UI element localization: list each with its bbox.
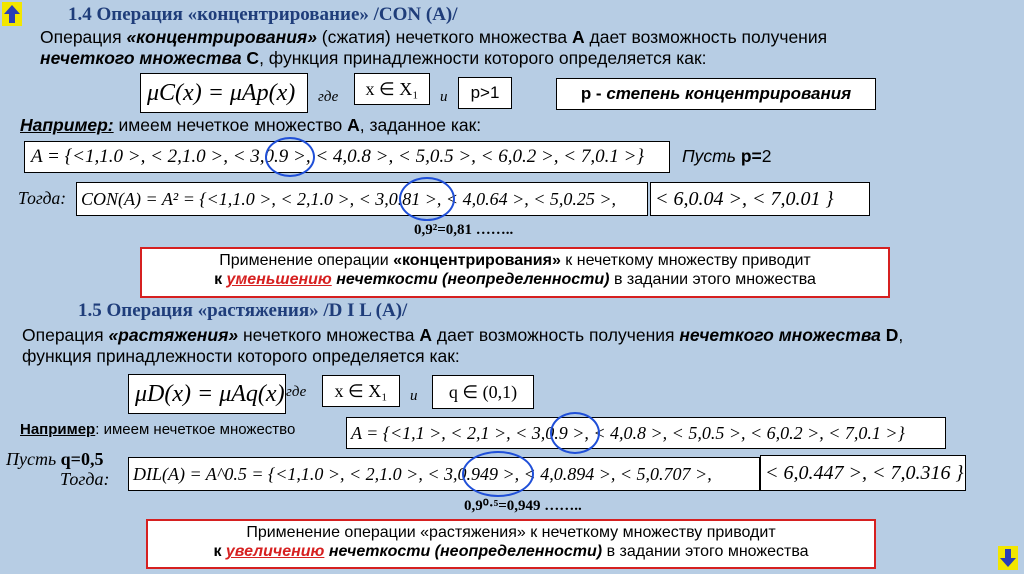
prev-slide-button[interactable] [2,2,22,26]
then-label: Тогда: [18,188,67,208]
section-title-dil: 1.5 Операция «растяжения» /D I L (A)/ [78,300,408,321]
arrow-down-icon [998,546,1018,570]
dil-conclusion-box: Применение операции «растяжения» к нечеткому множеству приводит к увеличению нечеткости (неопределенности) в задании этого множества [146,519,876,569]
and-label: и [410,388,418,404]
con-result-tail: < 6,0.04 >, < 7,0.01 } [650,182,870,216]
con-calculation: 0,9²=0,81 …….. [414,222,514,238]
dil-result-formula: DIL(A) = A^0.5 = {<1,1.0 >, < 2,1.0 >, < 3,0.949 >, < 4,0.894 >, < 5,0.707 >, [128,457,760,491]
p-definition-box: p - степень концентрирования [556,78,876,110]
con-result-formula: CON(A) = A² = {<1,1.0 >, < 2,1.0 >, < 3,0.81 >, < 4,0.64 >, < 5,0.25 >, [76,182,648,216]
con-example-intro: Например: имеем нечеткое множество A, заданное как: [20,115,482,135]
let-p-label: Пусть p=2 [682,146,772,166]
let-q-label: Пусть q=0,5 [6,449,104,469]
section-title-con: 1.4 Операция «концентрирование» /CON (A)/ [68,4,458,25]
highlight-circle [399,177,455,221]
next-slide-button[interactable] [998,546,1018,570]
set-a-formula-2: A = {<1,1 >, < 2,1 >, < 3,0.9 >, < 4,0.8 >, < 5,0.5 >, < 6,0.2 >, < 7,0.1 >} [346,417,946,449]
con-formula: μC(x) = μAp(x) [140,73,308,113]
dil-result-tail: < 6,0.447 >, < 7,0.316 } [760,455,966,491]
where-label: где [286,384,307,400]
q-condition-box: q ∈ (0,1) [432,375,534,409]
arrow-up-icon [2,2,22,26]
set-a-formula: A = {<1,1.0 >, < 2,1.0 >, < 3,0.9 >, < 4,0.8 >, < 5,0.5 >, < 6,0.2 >, < 7,0.1 >} [24,141,670,173]
highlight-circle [550,412,600,454]
p-condition-box: p>1 [458,77,512,109]
where-label: где [318,89,339,105]
dil-formula: μD(x) = μAq(x) [128,374,286,414]
highlight-circle [265,137,315,177]
and-label: и [440,89,448,105]
x-domain-box: x ∈ X₁ [354,73,430,105]
dil-calculation: 0,9⁰·⁵=0,949 …….. [464,498,582,514]
con-conclusion-box: Применение операции «концентрирования» к нечеткому множеству приводит к уменьшению нечеткости (неопределенности) в задании этого множества [140,247,890,298]
then-label: Тогда: [60,469,110,489]
x-domain-box: x ∈ X₁ [322,375,400,407]
highlight-circle [462,451,534,497]
dil-description: Операция «растяжения» нечеткого множества A дает возможность получения нечеткого множества D, функция принадлежности которого определяется как: [22,325,904,366]
dil-example-intro: Например: имеем нечеткое множество [20,421,296,438]
con-description: Операция «концентрирования» (сжатия) нечеткого множества A дает возможность получения нечеткого множества С, функция принадлежности которого определяется как: [40,27,828,68]
